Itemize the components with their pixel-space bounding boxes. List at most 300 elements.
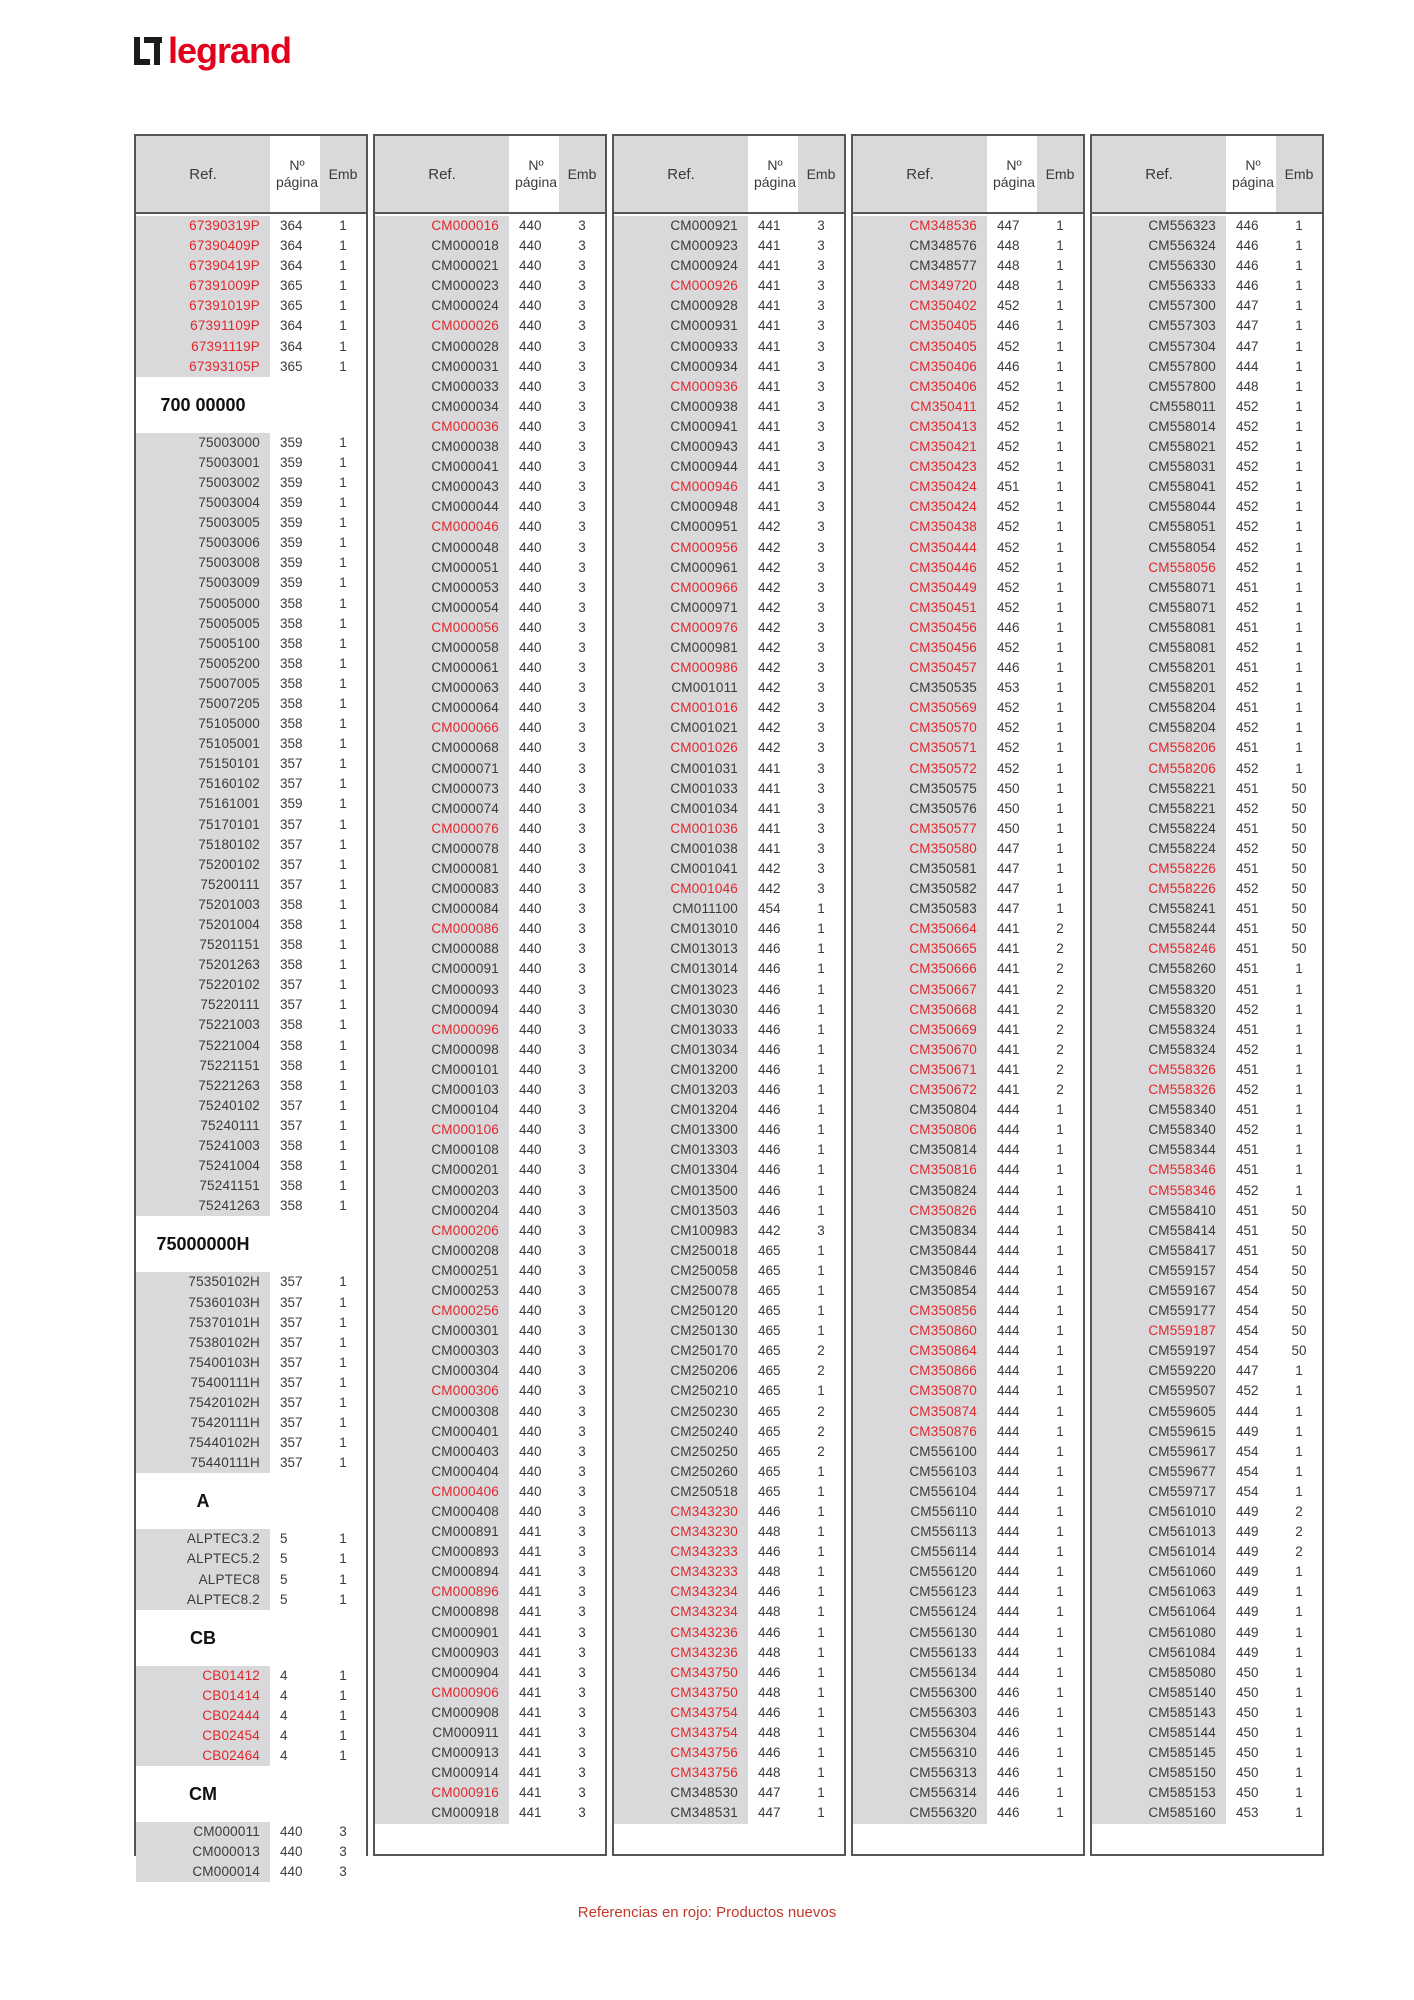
table-row (614, 337, 844, 357)
page-cell: 444 (987, 1562, 1037, 1582)
emb-cell: 1 (1037, 1120, 1083, 1140)
table-row (614, 1201, 844, 1221)
ref-cell: CM556103 (853, 1462, 987, 1482)
page-cell: 446 (748, 1201, 798, 1221)
table-row (614, 1502, 844, 1522)
emb-cell: 1 (1276, 1663, 1322, 1683)
brand-name: legrand (168, 30, 292, 71)
emb-cell: 1 (320, 794, 366, 814)
table-row (853, 1020, 1083, 1040)
page-cell: 452 (987, 638, 1037, 658)
page-cell: 440 (509, 759, 559, 779)
emb-cell: 1 (320, 895, 366, 915)
page-cell: 442 (748, 678, 798, 698)
ref-cell: CM350844 (853, 1241, 987, 1261)
emb-cell: 2 (1037, 1040, 1083, 1060)
emb-cell: 3 (798, 618, 844, 638)
ref-cell: CM556314 (853, 1783, 987, 1803)
page-cell: 357 (270, 1116, 320, 1136)
ref-cell: 75220111 (136, 995, 270, 1015)
page-cell: 440 (509, 517, 559, 537)
emb-cell: 3 (559, 1803, 605, 1823)
ref-cell: CM000021 (375, 256, 509, 276)
table-row (136, 276, 366, 296)
ref-cell: CM000031 (375, 357, 509, 377)
page-cell: 442 (748, 538, 798, 558)
table-row (614, 1361, 844, 1381)
emb-cell: 3 (559, 1160, 605, 1180)
page-cell: 465 (748, 1281, 798, 1301)
table-row (375, 1482, 605, 1502)
ref-cell: CM000904 (375, 1663, 509, 1683)
ref-cell: 75160102 (136, 774, 270, 794)
page-cell: 4 (270, 1746, 320, 1766)
ref-cell: ALPTEC5.2 (136, 1549, 270, 1569)
emb-cell: 1 (1037, 819, 1083, 839)
table-row (136, 513, 366, 533)
table-row (614, 1663, 844, 1683)
ref-cell: CM350572 (853, 759, 987, 779)
emb-cell: 3 (559, 377, 605, 397)
page-cell: 441 (987, 1020, 1037, 1040)
ref-cell: CM000926 (614, 276, 748, 296)
emb-cell: 3 (798, 799, 844, 819)
emb-cell: 1 (320, 1036, 366, 1056)
table-row (614, 959, 844, 979)
table-row (853, 1120, 1083, 1140)
ref-cell: CM250250 (614, 1442, 748, 1462)
table-row (136, 1433, 366, 1453)
emb-cell: 1 (798, 1321, 844, 1341)
page-cell: 451 (1226, 779, 1276, 799)
table-row (136, 1136, 366, 1156)
table-row (375, 1462, 605, 1482)
ref-cell: CM001034 (614, 799, 748, 819)
table-row (853, 658, 1083, 678)
index-column-2 (373, 134, 607, 1856)
table-row (136, 1726, 366, 1746)
emb-cell: 3 (559, 1562, 605, 1582)
page-cell: 365 (270, 357, 320, 377)
table-row (375, 939, 605, 959)
ref-cell: CM558224 (1092, 839, 1226, 859)
table-row (1092, 1402, 1322, 1422)
ref-cell: CM000206 (375, 1221, 509, 1241)
page-cell: 441 (987, 939, 1037, 959)
emb-cell: 1 (320, 995, 366, 1015)
emb-cell: 3 (559, 357, 605, 377)
table-row (614, 1281, 844, 1301)
page-cell: 440 (270, 1862, 320, 1882)
page-cell: 440 (509, 939, 559, 959)
table-row (853, 839, 1083, 859)
ref-cell: 75201003 (136, 895, 270, 915)
table-row (136, 1096, 366, 1116)
header-ref: Ref. (1145, 165, 1173, 183)
ref-cell: CM000088 (375, 939, 509, 959)
page-cell: 357 (270, 1373, 320, 1393)
page-cell: 451 (1226, 919, 1276, 939)
emb-cell: 3 (559, 1241, 605, 1261)
emb-cell: 1 (1276, 1140, 1322, 1160)
ref-cell: 75170101 (136, 815, 270, 835)
ref-cell: CM558260 (1092, 959, 1226, 979)
page-cell: 359 (270, 794, 320, 814)
page-cell: 358 (270, 714, 320, 734)
table-row (614, 1221, 844, 1241)
table-row (1092, 1241, 1322, 1261)
emb-cell: 1 (320, 694, 366, 714)
page-cell: 452 (1226, 1000, 1276, 1020)
emb-cell: 2 (1037, 1080, 1083, 1100)
table-row (136, 1156, 366, 1176)
page-cell: 448 (748, 1723, 798, 1743)
emb-cell: 1 (320, 815, 366, 835)
table-row (375, 1160, 605, 1180)
table-row (1092, 1522, 1322, 1542)
table-row (1092, 919, 1322, 939)
emb-cell: 1 (1276, 1020, 1322, 1040)
ref-cell: CM556304 (853, 1723, 987, 1743)
ref-cell: CM350664 (853, 919, 987, 939)
ref-cell: CM250230 (614, 1402, 748, 1422)
page-cell: 449 (1226, 1422, 1276, 1442)
header-emb: Emb (798, 136, 844, 212)
page-cell: 446 (748, 1080, 798, 1100)
emb-cell: 3 (798, 357, 844, 377)
emb-cell: 1 (320, 754, 366, 774)
ref-cell: CM000946 (614, 477, 748, 497)
emb-cell: 1 (320, 1116, 366, 1136)
page-cell: 358 (270, 634, 320, 654)
table-row (136, 1706, 366, 1726)
table-row (614, 718, 844, 738)
emb-cell: 3 (559, 980, 605, 1000)
emb-cell: 1 (798, 1181, 844, 1201)
ref-cell: CM000011 (136, 1822, 270, 1842)
ref-cell: CM585153 (1092, 1783, 1226, 1803)
table-row (853, 558, 1083, 578)
page-cell: 452 (1226, 1080, 1276, 1100)
ref-cell: CM559617 (1092, 1442, 1226, 1462)
emb-cell: 1 (1276, 1763, 1322, 1783)
page-cell: 449 (1226, 1602, 1276, 1622)
page-cell: 5 (270, 1529, 320, 1549)
page-cell: 446 (987, 316, 1037, 336)
table-row (853, 618, 1083, 638)
table-row (375, 477, 605, 497)
emb-cell: 1 (1037, 517, 1083, 537)
page-cell: 441 (509, 1743, 559, 1763)
emb-cell: 1 (798, 1100, 844, 1120)
page-cell: 357 (270, 1453, 320, 1473)
table-row (853, 899, 1083, 919)
ref-cell: CM350424 (853, 477, 987, 497)
ref-cell: CM000303 (375, 1341, 509, 1361)
ref-cell: CM000896 (375, 1582, 509, 1602)
table-row (136, 674, 366, 694)
emb-cell: 1 (320, 654, 366, 674)
ref-cell: CM558320 (1092, 980, 1226, 1000)
emb-cell: 1 (320, 1176, 366, 1196)
emb-cell: 1 (1037, 1140, 1083, 1160)
emb-cell: 1 (1037, 678, 1083, 698)
page-cell: 440 (509, 437, 559, 457)
ref-cell: CM556100 (853, 1442, 987, 1462)
page-cell: 5 (270, 1549, 320, 1569)
table-row (1092, 799, 1322, 819)
table-row (853, 698, 1083, 718)
page-cell: 454 (1226, 1442, 1276, 1462)
table-row (614, 1381, 844, 1401)
table-row (375, 1080, 605, 1100)
emb-cell: 2 (1037, 1060, 1083, 1080)
table-row (375, 357, 605, 377)
emb-cell: 1 (798, 1582, 844, 1602)
emb-cell: 1 (1037, 417, 1083, 437)
emb-cell: 1 (320, 1313, 366, 1333)
page-cell: 441 (748, 497, 798, 517)
ref-cell: CM348577 (853, 256, 987, 276)
page-cell: 359 (270, 473, 320, 493)
emb-cell: 3 (559, 256, 605, 276)
table-row (853, 1643, 1083, 1663)
table-row (853, 759, 1083, 779)
page-cell: 444 (987, 1160, 1037, 1180)
emb-cell: 1 (320, 533, 366, 553)
ref-cell: 75200102 (136, 855, 270, 875)
emb-cell: 3 (559, 939, 605, 959)
ref-cell: CM000013 (136, 1842, 270, 1862)
ref-cell: CM000034 (375, 397, 509, 417)
page-cell: 452 (987, 437, 1037, 457)
emb-cell: 1 (798, 1040, 844, 1060)
emb-cell: 3 (798, 296, 844, 316)
ref-cell: CM559187 (1092, 1321, 1226, 1341)
page-cell: 4 (270, 1726, 320, 1746)
page-cell: 357 (270, 774, 320, 794)
table-row (853, 1783, 1083, 1803)
page-cell: 441 (748, 477, 798, 497)
table-row (1092, 377, 1322, 397)
page-cell: 441 (748, 276, 798, 296)
table-row (614, 1341, 844, 1361)
ref-cell: CM250130 (614, 1321, 748, 1341)
page-cell: 452 (987, 759, 1037, 779)
ref-cell: CM000036 (375, 417, 509, 437)
table-row (853, 216, 1083, 236)
table-row (1092, 1201, 1322, 1221)
table-row (136, 714, 366, 734)
table-row (375, 457, 605, 477)
emb-cell: 1 (320, 1196, 366, 1216)
table-row (136, 1353, 366, 1373)
ref-cell: CM000016 (375, 216, 509, 236)
ref-cell: CM561014 (1092, 1542, 1226, 1562)
page-cell: 444 (987, 1482, 1037, 1502)
ref-cell: CM000098 (375, 1040, 509, 1060)
ref-cell: CM013303 (614, 1140, 748, 1160)
ref-cell: CM557800 (1092, 377, 1226, 397)
ref-cell: CM000401 (375, 1422, 509, 1442)
table-row (375, 1181, 605, 1201)
page-cell: 358 (270, 1056, 320, 1076)
ref-cell: CM000911 (375, 1723, 509, 1743)
ref-cell: CM559177 (1092, 1301, 1226, 1321)
ref-cell: CM558417 (1092, 1241, 1226, 1261)
ref-cell: CM556333 (1092, 276, 1226, 296)
page-cell: 444 (987, 1241, 1037, 1261)
emb-cell: 1 (798, 1160, 844, 1180)
emb-cell: 3 (798, 216, 844, 236)
emb-cell: 3 (559, 1100, 605, 1120)
ref-cell: CM350456 (853, 638, 987, 658)
page-cell: 441 (748, 216, 798, 236)
table-row (614, 919, 844, 939)
page-cell: 449 (1226, 1562, 1276, 1582)
emb-cell: 1 (1037, 1783, 1083, 1803)
table-row (614, 1160, 844, 1180)
page-cell: 441 (748, 337, 798, 357)
emb-cell: 3 (798, 397, 844, 417)
table-row (853, 1723, 1083, 1743)
table-row (853, 1582, 1083, 1602)
emb-cell: 1 (1276, 477, 1322, 497)
ref-cell: CM350570 (853, 718, 987, 738)
ref-cell: 75200111 (136, 875, 270, 895)
emb-cell: 1 (320, 1015, 366, 1035)
page-cell: 440 (509, 337, 559, 357)
table-row (614, 598, 844, 618)
ref-cell: CM558324 (1092, 1020, 1226, 1040)
emb-cell: 1 (1037, 1281, 1083, 1301)
ref-cell: CM350402 (853, 296, 987, 316)
page-cell: 440 (509, 1321, 559, 1341)
emb-cell: 2 (1276, 1542, 1322, 1562)
page-cell: 446 (748, 959, 798, 979)
table-row (375, 1201, 605, 1221)
page-cell: 453 (1226, 1803, 1276, 1823)
page-cell: 440 (509, 799, 559, 819)
emb-cell: 1 (1037, 337, 1083, 357)
table-row (136, 995, 366, 1015)
page-cell: 446 (748, 980, 798, 1000)
page-cell: 358 (270, 1136, 320, 1156)
ref-cell: CM000066 (375, 718, 509, 738)
table-row (1092, 296, 1322, 316)
ref-cell: CM013300 (614, 1120, 748, 1140)
ref-cell: CM350669 (853, 1020, 987, 1040)
ref-cell: 75420102H (136, 1393, 270, 1413)
page-cell: 444 (987, 1301, 1037, 1321)
emb-cell: 1 (1276, 397, 1322, 417)
emb-cell: 1 (1037, 1723, 1083, 1743)
ref-cell: ALPTEC8.2 (136, 1590, 270, 1610)
ref-cell: CM556134 (853, 1663, 987, 1683)
ref-cell: CM000931 (614, 316, 748, 336)
page-cell: 357 (270, 1353, 320, 1373)
table-row (614, 799, 844, 819)
ref-cell: CM350423 (853, 457, 987, 477)
emb-cell: 3 (559, 1201, 605, 1221)
table-row (614, 1462, 844, 1482)
emb-cell: 3 (798, 337, 844, 357)
emb-cell: 1 (1037, 1623, 1083, 1643)
emb-cell: 1 (798, 919, 844, 939)
page-cell: 446 (987, 658, 1037, 678)
emb-cell: 1 (1276, 959, 1322, 979)
page-cell: 452 (987, 698, 1037, 718)
table-row (1092, 417, 1322, 437)
page-cell: 358 (270, 1176, 320, 1196)
emb-cell: 1 (320, 1549, 366, 1569)
table-row (853, 517, 1083, 537)
table-row (136, 256, 366, 276)
ref-cell: CM350854 (853, 1281, 987, 1301)
header-emb: Emb (559, 136, 605, 212)
ref-cell: CM013010 (614, 919, 748, 939)
page-cell: 444 (987, 1602, 1037, 1622)
emb-cell: 1 (1037, 839, 1083, 859)
legrand-logo (134, 30, 291, 72)
ref-cell: CM350826 (853, 1201, 987, 1221)
ref-cell: CM350581 (853, 859, 987, 879)
table-row (1092, 517, 1322, 537)
table-row (375, 1602, 605, 1622)
ref-cell: CM000956 (614, 538, 748, 558)
table-row (614, 1301, 844, 1321)
table-row (853, 497, 1083, 517)
ref-cell: CM350870 (853, 1381, 987, 1401)
table-row (1092, 718, 1322, 738)
table-row (853, 457, 1083, 477)
emb-cell: 1 (1037, 1683, 1083, 1703)
emb-cell: 3 (798, 497, 844, 517)
table-row (375, 337, 605, 357)
table-row (136, 875, 366, 895)
table-row (1092, 1060, 1322, 1080)
emb-cell: 50 (1276, 879, 1322, 899)
table-row (614, 377, 844, 397)
section-title: 700 00000 (136, 377, 270, 433)
index-column-1 (134, 134, 368, 1880)
page-cell: 451 (1226, 1140, 1276, 1160)
page-cell: 440 (509, 1402, 559, 1422)
emb-cell: 3 (559, 337, 605, 357)
emb-cell: 1 (1037, 316, 1083, 336)
table-row (1092, 1502, 1322, 1522)
page-cell: 447 (987, 839, 1037, 859)
emb-cell: 1 (1276, 980, 1322, 1000)
page-cell: 449 (1226, 1643, 1276, 1663)
page-cell: 440 (509, 397, 559, 417)
emb-cell: 3 (320, 1822, 366, 1842)
table-row (1092, 216, 1322, 236)
page-cell: 440 (509, 1160, 559, 1180)
page-cell: 452 (987, 377, 1037, 397)
ref-cell: CM350575 (853, 779, 987, 799)
emb-cell: 3 (559, 1582, 605, 1602)
table-row (136, 553, 366, 573)
page-cell: 440 (509, 899, 559, 919)
table-row (1092, 558, 1322, 578)
ref-cell: CM348530 (614, 1783, 748, 1803)
page-cell: 446 (748, 1663, 798, 1683)
emb-cell: 2 (798, 1442, 844, 1462)
emb-cell: 3 (798, 256, 844, 276)
page-cell: 5 (270, 1570, 320, 1590)
column-rows (1092, 216, 1322, 1824)
